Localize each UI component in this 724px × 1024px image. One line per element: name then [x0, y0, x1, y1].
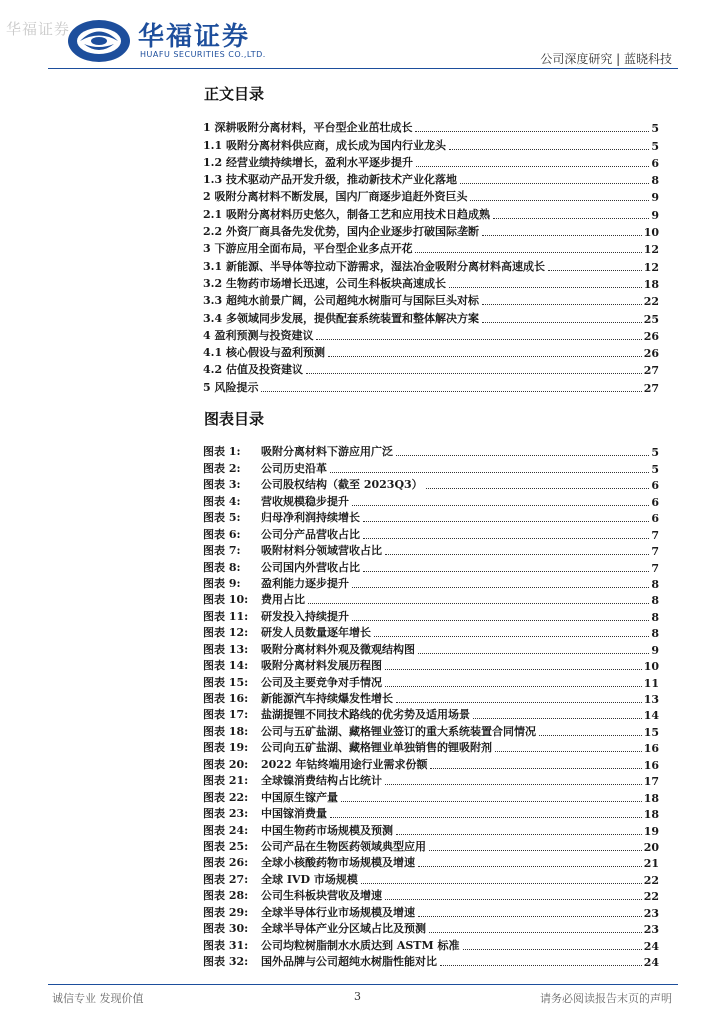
figure-label: 图表 21: [203, 774, 249, 788]
toc-item[interactable] [203, 326, 659, 343]
toc-item[interactable] [203, 204, 659, 221]
footer-disclaimer: 请务必阅读报告末页的声明 [540, 992, 672, 1005]
page-ref: 23 [643, 906, 659, 920]
dot-leader [385, 784, 642, 785]
dot-leader [396, 702, 642, 703]
page-ref: 6 [651, 479, 659, 493]
dot-leader [328, 356, 642, 357]
figure-list-item[interactable] [203, 673, 659, 689]
page-ref: 7 [651, 561, 659, 575]
page-ref: 17 [643, 775, 659, 789]
figure-label: 图表 10: [203, 593, 249, 607]
toc-item[interactable] [203, 343, 659, 360]
page-ref: 8 [651, 174, 659, 188]
dot-leader [385, 899, 642, 900]
page-ref: 19 [643, 824, 659, 838]
dot-leader [460, 183, 649, 184]
dot-leader [374, 636, 649, 637]
toc-item[interactable] [203, 135, 659, 152]
figure-title: 费用占比 [261, 593, 305, 607]
figure-list-item[interactable] [203, 821, 659, 837]
figure-label: 图表 16: [203, 692, 249, 705]
page-ref: 18 [643, 277, 659, 291]
toc-item[interactable] [203, 222, 659, 239]
figure-label: 图表 3: [203, 478, 241, 492]
dot-leader [429, 932, 642, 933]
figure-label: 图表 4: [203, 494, 241, 508]
page-ref: 12 [643, 260, 659, 274]
dot-leader [430, 768, 641, 769]
figure-list-item[interactable] [203, 492, 659, 508]
dot-leader [341, 801, 642, 802]
page-ref: 10 [643, 226, 659, 240]
toc-item[interactable] [203, 239, 659, 256]
page-ref: 13 [643, 693, 659, 706]
dot-leader [482, 322, 642, 323]
figure-title: 吸附分离材料下游应用广泛 [261, 445, 393, 459]
dot-leader [396, 455, 649, 456]
figure-list-item[interactable] [203, 805, 659, 821]
page-ref: 5 [651, 446, 659, 460]
figure-list-item[interactable] [203, 739, 659, 755]
dot-leader [316, 339, 641, 340]
page-ref: 9 [651, 191, 659, 205]
figure-list-item[interactable] [203, 920, 659, 936]
toc-item-text: 4.2 估值及投资建议 [203, 363, 303, 377]
figure-label: 图表 6: [203, 527, 241, 541]
figure-list-item[interactable] [203, 722, 659, 738]
figure-title: 盈利能力逐步提升 [261, 576, 349, 590]
dot-leader [473, 718, 642, 719]
figure-title: 研发投入持续提升 [261, 609, 349, 623]
figure-label: 图表 19: [203, 741, 249, 755]
figure-title: 吸附材料分领域营收占比 [261, 544, 382, 558]
dot-leader [363, 538, 649, 539]
dot-leader [415, 252, 641, 253]
dot-leader [416, 166, 649, 167]
toc-item[interactable] [203, 291, 659, 308]
toc-item-text: 4 盈利预测与投资建议 [203, 328, 314, 342]
footer-slogan: 诚信专业 发现价值 [52, 992, 144, 1005]
toc-item-text: 5 风险提示 [203, 380, 259, 394]
toc-item-text: 1.1 吸附分离材料供应商，成长成为国内行业龙头 [203, 138, 446, 152]
figure-list-item[interactable] [203, 476, 659, 492]
page-ref: 12 [643, 243, 659, 257]
figure-list-item[interactable] [203, 591, 659, 607]
page-ref: 22 [643, 295, 659, 309]
figure-list-item[interactable] [203, 936, 659, 952]
figure-label: 图表 30: [203, 922, 249, 936]
page-ref: 15 [643, 725, 659, 739]
dot-leader [352, 620, 649, 621]
page-ref: 24 [643, 956, 659, 969]
toc-item[interactable] [203, 170, 659, 187]
figure-label: 图表 27: [203, 872, 249, 886]
figure-list-item[interactable] [203, 690, 659, 706]
figure-list-item[interactable] [203, 788, 659, 804]
figure-list-item[interactable] [203, 525, 659, 541]
page-ref: 8 [651, 577, 659, 591]
header-report-type: 公司深度研究 | 蓝晓科技 [540, 52, 672, 66]
toc-item-text: 1.2 经营业绩持续增长，盈利水平逐步提升 [203, 155, 413, 169]
toc-item-text: 2 吸附分离材料不断发展，国内厂商逐步追赶外资巨头 [203, 190, 468, 204]
dot-leader [495, 751, 642, 752]
toc-item[interactable] [203, 274, 659, 291]
figure-list-item[interactable] [203, 772, 659, 788]
figure-label: 图表 29: [203, 905, 249, 919]
page-ref: 18 [643, 791, 659, 805]
page-ref: 16 [643, 742, 659, 756]
toc-item-text: 2.1 吸附分离材料历史悠久，制备工艺和应用技术日趋成熟 [203, 207, 490, 221]
page-ref: 9 [651, 208, 659, 222]
page-ref: 7 [651, 528, 659, 542]
figure-label: 图表 15: [203, 675, 249, 689]
dot-leader [418, 653, 649, 654]
toc-item-text: 1.3 技术驱动产品开发升级，推动新技术产业化落地 [203, 173, 457, 187]
figure-title: 全球小核酸药物市场规模及增速 [261, 856, 415, 870]
page-ref: 5 [651, 139, 659, 153]
figure-list-item[interactable] [203, 624, 659, 640]
figure-title: 公司与五矿盐湖、藏格锂业签订的重大系统装置合同情况 [261, 724, 536, 738]
dot-leader [482, 304, 642, 305]
dot-leader [261, 391, 641, 392]
page-ref: 9 [651, 643, 659, 657]
logo-english-name: HUAFU SECURITIES CO.,LTD. [140, 50, 266, 59]
figure-title: 归母净利润持续增长 [261, 511, 360, 525]
figure-title: 全球镍消费结构占比统计 [261, 774, 382, 788]
toc-item[interactable] [203, 377, 659, 394]
dot-leader [308, 603, 649, 604]
toc-title: 正文目录 [204, 85, 265, 103]
figure-title: 研发人员数量逐年增长 [261, 626, 371, 640]
figure-title: 中国生物药市场规模及预测 [261, 823, 393, 837]
page-ref: 6 [651, 156, 659, 170]
figure-label: 图表 9: [203, 576, 241, 590]
toc-list [203, 118, 659, 395]
figure-title: 公司均粒树脂制水水质达到 ASTM 标准 [261, 938, 460, 952]
figure-list-item[interactable] [203, 542, 659, 558]
figure-label: 图表 32: [203, 955, 249, 968]
page-ref: 5 [651, 122, 659, 136]
page-ref: 6 [651, 512, 659, 526]
figure-label: 图表 20: [203, 757, 249, 771]
figure-label: 图表 5: [203, 511, 241, 525]
page-ref: 7 [651, 545, 659, 559]
figure-title: 盐湖提锂不同技术路线的优劣势及适用场景 [261, 708, 470, 722]
dot-leader [449, 287, 642, 288]
dot-leader [330, 817, 642, 818]
watermark-text: 华福证券 [6, 20, 71, 38]
page-ref: 10 [643, 660, 659, 674]
dot-leader [352, 505, 649, 506]
dot-leader [493, 218, 649, 219]
figure-title: 公司及主要竞争对手情况 [261, 675, 382, 689]
figure-title: 公司国内外营收占比 [261, 560, 360, 574]
figure-label: 图表 26: [203, 856, 249, 870]
page-ref: 21 [643, 857, 659, 871]
page-ref: 8 [651, 627, 659, 641]
figure-list-item[interactable] [203, 443, 659, 459]
dot-leader [418, 916, 642, 917]
dot-leader [363, 571, 649, 572]
toc-item-text: 1 深耕吸附分离材料，平台型企业茁壮成长 [203, 121, 413, 135]
page-ref: 22 [643, 890, 659, 904]
page-ref: 27 [643, 364, 659, 378]
figure-label: 图表 17: [203, 708, 249, 722]
toc-item[interactable] [203, 256, 659, 273]
figure-title: 公司历史沿革 [261, 461, 327, 475]
page-ref: 25 [643, 312, 659, 326]
figure-label: 图表 2: [203, 461, 241, 475]
figure-label: 图表 22: [203, 790, 249, 804]
page-ref: 5 [651, 462, 659, 476]
figure-list-item[interactable] [203, 459, 659, 475]
page-ref: 23 [643, 923, 659, 937]
figure-list-item[interactable] [203, 575, 659, 591]
dot-leader [363, 521, 649, 522]
company-logo [66, 16, 276, 66]
toc-item-text: 2.2 外资厂商具备先发优势，国内企业逐步打破国际垄断 [203, 225, 479, 239]
figure-title: 公司分产品营收占比 [261, 527, 360, 541]
header-divider [48, 68, 678, 69]
toc-item[interactable] [203, 118, 659, 135]
toc-item[interactable] [203, 360, 659, 377]
figure-title: 国外品牌与公司超纯水树脂性能对比 [261, 955, 437, 968]
toc-item[interactable] [203, 308, 659, 325]
figure-label: 图表 14: [203, 659, 249, 673]
figure-title: 中国镓消费量 [261, 807, 327, 821]
figure-list [203, 443, 659, 969]
page-ref: 14 [643, 709, 659, 723]
dot-leader [352, 587, 649, 588]
figure-title: 公司生科板块营收及增速 [261, 889, 382, 903]
figure-title: 全球 IVD 市场规模 [261, 872, 358, 886]
figure-list-item[interactable] [203, 953, 659, 969]
figure-label: 图表 25: [203, 839, 249, 853]
page-ref: 11 [643, 676, 659, 690]
figure-title: 公司产品在生物医药领域典型应用 [261, 839, 426, 853]
figure-title: 全球半导体行业市场规模及增速 [261, 905, 415, 919]
dot-leader [470, 200, 649, 201]
dot-leader [539, 735, 642, 736]
dot-leader [429, 850, 642, 851]
figure-list-item[interactable] [203, 657, 659, 673]
dot-leader [418, 866, 642, 867]
figure-label: 图表 24: [203, 823, 249, 837]
dot-leader [415, 131, 649, 132]
page-ref: 24 [643, 939, 659, 953]
toc-item-text: 3.2 生物药市场增长迅速，公司生科板块高速成长 [203, 276, 446, 290]
toc-item-text: 3 下游应用全面布局，平台型企业多点开花 [203, 242, 413, 256]
dot-leader [463, 949, 642, 950]
figure-title: 公司股权结构（截至 2023Q3） [261, 478, 423, 492]
figure-label: 图表 11: [203, 609, 249, 623]
page-number: 3 [354, 990, 361, 1003]
page-ref: 8 [651, 594, 659, 608]
dot-leader [306, 373, 642, 374]
dot-leader [426, 488, 649, 489]
toc-item-text: 3.4 多领域同步发展，提供配套系统装置和整体解决方案 [203, 311, 479, 325]
figure-label: 图表 23: [203, 807, 249, 821]
toc-item-text: 3.1 新能源、半导体等拉动下游需求，湿法冶金吸附分离材料高速成长 [203, 259, 545, 273]
figure-list-item[interactable] [203, 887, 659, 903]
figure-title: 吸附分离材料外观及微观结构图 [261, 642, 415, 656]
dot-leader [449, 149, 649, 150]
figure-list-item[interactable] [203, 854, 659, 870]
figure-title: 全球半导体产业分区域占比及预测 [261, 922, 426, 936]
page-ref: 8 [651, 610, 659, 624]
figure-list-title: 图表目录 [204, 410, 265, 428]
page-ref: 6 [651, 495, 659, 509]
toc-item[interactable] [203, 187, 659, 204]
figure-title: 新能源汽车持续爆发性增长 [261, 692, 393, 705]
figure-list-item[interactable] [203, 755, 659, 771]
figure-title: 营收规模稳步提升 [261, 494, 349, 508]
figure-label: 图表 28: [203, 889, 249, 903]
dot-leader [385, 554, 649, 555]
figure-title: 公司向五矿盐湖、藏格锂业单独销售的锂吸附剂 [261, 741, 492, 755]
huafu-logo-icon [66, 16, 132, 66]
page-ref: 18 [643, 808, 659, 822]
figure-label: 图表 13: [203, 642, 249, 656]
figure-label: 图表 8: [203, 560, 241, 574]
page-ref: 22 [643, 873, 659, 887]
dot-leader [361, 883, 642, 884]
figure-label: 图表 7: [203, 544, 241, 558]
toc-item-text: 4.1 核心假设与盈利预测 [203, 346, 325, 360]
figure-title: 吸附分离材料发展历程图 [261, 659, 382, 673]
page-ref: 16 [643, 758, 659, 772]
figure-list-item[interactable] [203, 706, 659, 722]
page-ref: 26 [643, 329, 659, 343]
figure-list-item[interactable] [203, 607, 659, 623]
logo-chinese-name: 华福证券 [138, 22, 251, 52]
dot-leader [330, 472, 649, 473]
dot-leader [396, 834, 642, 835]
figure-label: 图表 31: [203, 938, 249, 952]
figure-list-item[interactable] [203, 558, 659, 574]
page-ref: 27 [643, 381, 659, 395]
page-ref: 20 [643, 840, 659, 854]
page-ref: 26 [643, 347, 659, 361]
figure-list-item[interactable] [203, 640, 659, 656]
figure-title: 2022 年钴终端用途行业需求份额 [261, 757, 428, 771]
figure-list-item[interactable] [203, 870, 659, 886]
figure-label: 图表 18: [203, 724, 249, 738]
toc-item[interactable] [203, 153, 659, 170]
footer-divider [48, 984, 678, 985]
figure-list-item[interactable] [203, 838, 659, 854]
dot-leader [385, 686, 642, 687]
dot-leader [440, 965, 642, 966]
dot-leader [548, 270, 642, 271]
figure-label: 图表 12: [203, 626, 249, 640]
dot-leader [385, 669, 642, 670]
figure-title: 中国原生镓产量 [261, 790, 338, 804]
figure-list-item[interactable] [203, 509, 659, 525]
toc-item-text: 3.3 超纯水前景广阔，公司超纯水树脂可与国际巨头对标 [203, 294, 479, 308]
figure-list-item[interactable] [203, 903, 659, 919]
figure-label: 图表 1: [203, 445, 241, 459]
dot-leader [482, 235, 642, 236]
